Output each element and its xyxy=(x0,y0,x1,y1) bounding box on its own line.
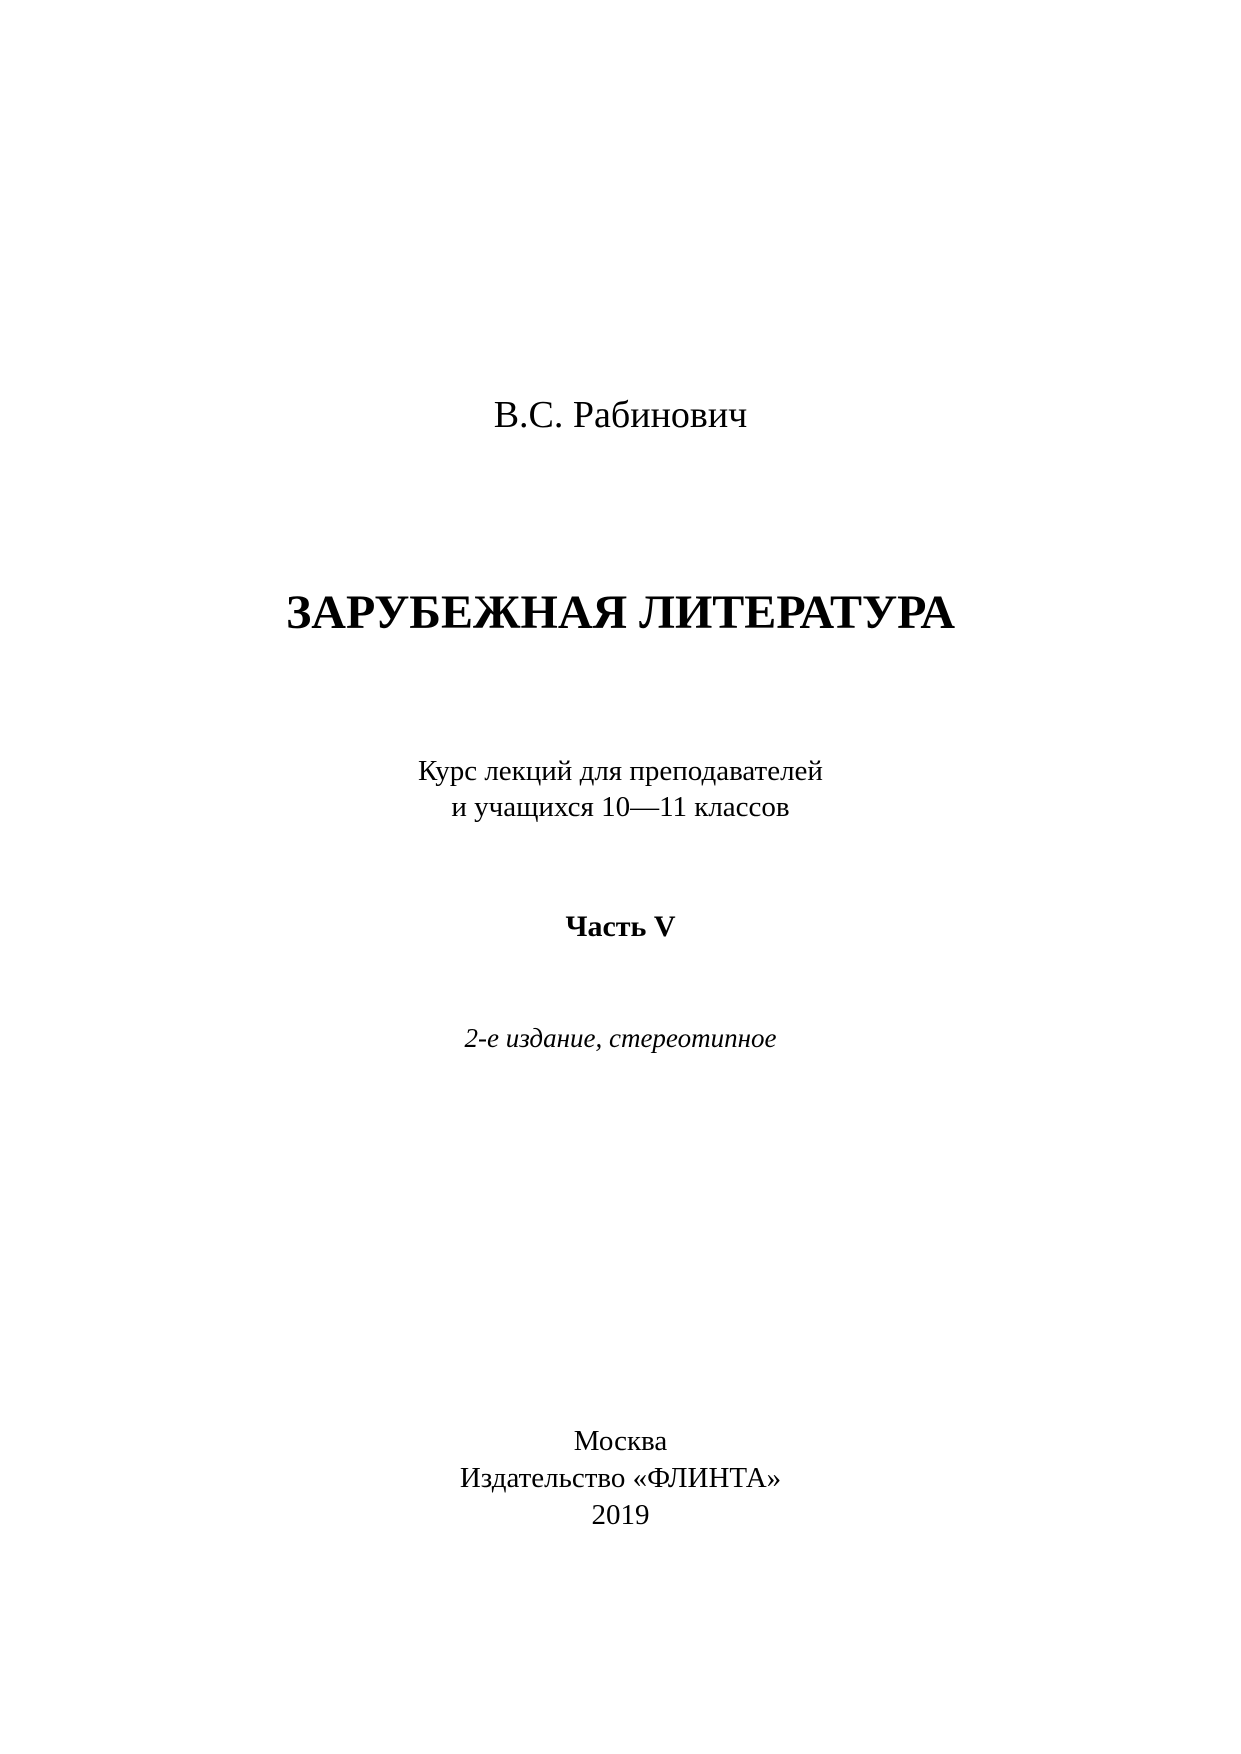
subtitle-line-2: и учащихся 10—11 классов xyxy=(451,791,790,823)
author-name: В.С. Рабинович xyxy=(493,394,748,436)
book-title: ЗАРУБЕЖНАЯ ЛИТЕРАТУРА xyxy=(285,586,956,639)
imprint-publisher: Издательство «ФЛИНТА» xyxy=(459,1462,782,1494)
imprint-city: Москва xyxy=(573,1425,668,1457)
subtitle-line-1: Курс лекций для преподавателей xyxy=(418,755,823,787)
part-number: Часть V xyxy=(565,910,676,943)
edition-note: 2-е издание, стереотипное xyxy=(464,1023,777,1053)
imprint-year: 2019 xyxy=(591,1499,650,1531)
